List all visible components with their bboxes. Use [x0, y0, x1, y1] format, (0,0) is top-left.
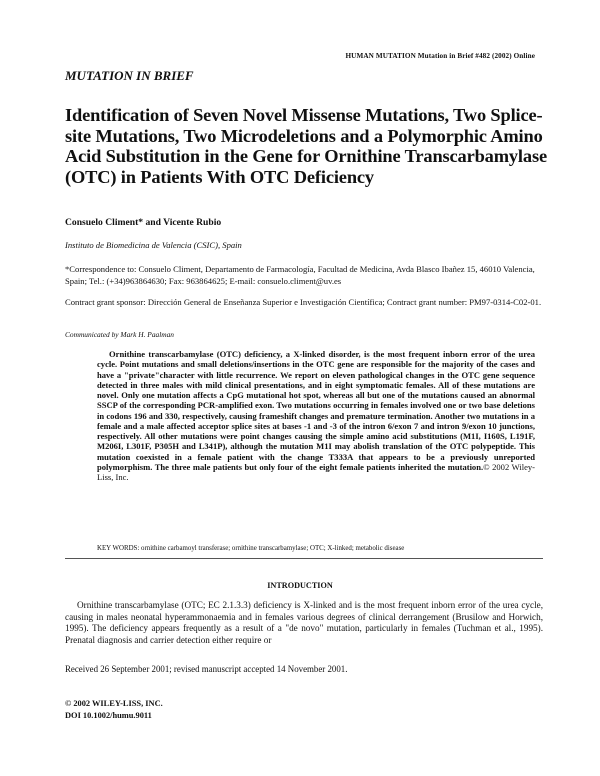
author-line: Consuelo Climent* and Vicente Rubio [65, 217, 222, 228]
keywords: KEY WORDS: ornithine carbamoyl transferase; ornithine transcarbamylase; OTC; X-linked; metabolic disease [97, 545, 405, 552]
abstract-text: Ornithine transcarbamylase (OTC) deficiency, a X-linked disorder, is the most frequent inborn error of the urea cycle. Point mutations and small deletions/insertions in the OTC gene are responsible for the majority of the cases and have a "private"character with little recurrence. We report on eleven pathological changes in the OTC gene sequence detected in three males with mild clinical presentations, and in eight symptomatic females. All of these mutations are novel. Only one mutation affects a CpG mutational hot spot, whereas all but one of the mutations caused an abnormal SSCP of the corresponding PCR-amplified exon. Two mutations occurring in females involved one or two base deletions in codons 196 and 330, respectively, causing frameshift changes and premature termination. Another two mutations in a female and a male affected acceptor splice sites at bases -1 and -3 of the intron 6/exon 7 and intron 9/exon 10 junctions, respectively. All other mutations were point changes causing the simple amino acid substitutions (M1I, I160S, L191F, M206I, L301F, P305H and L341P), although the mutation M1I may abolish translation of the OTC polypeptide. This mutation coexisted in a female patient with the change T333A that appears to be a previously unreported polymorphism. The three male patients but only four of the eight female patients inherited the mutation. [97, 349, 535, 472]
abstract-copyright: © 2002 Wiley-Liss, Inc. [97, 461, 536, 482]
doi-line: DOI 10.1002/humu.9011 [65, 711, 152, 720]
abstract [97, 349, 535, 482]
article-title: Identification of Seven Novel Missense Mutations, Two Splice-site Mutations, Two Microdeletions and a Polymorphic Amino Acid Substitution in the Gene for Ornithine Transcarbamylase (OTC) in Patients With OTC Deficiency [65, 105, 547, 187]
section-tag: MUTATION IN BRIEF [65, 68, 194, 83]
received-dates: Received 26 September 2001; revised manuscript accepted 14 November 2001. [65, 664, 348, 674]
communicated-by: Communicated by Mark H. Paalman [65, 330, 174, 339]
divider [65, 558, 543, 559]
copyright-block [65, 698, 163, 722]
grant-sponsor: Contract grant sponsor: Dirección General de Enseñanza Superior e Investigación Científica; Contract grant number: PM97-0314-C02-01. [65, 297, 542, 307]
running-head: HUMAN MUTATION Mutation in Brief #482 (2002) Online [345, 52, 535, 60]
affiliation: Instituto de Biomedicina de Valencia (CSIC), Spain [65, 240, 242, 250]
copyright-line: © 2002 WILEY-LISS, INC. [65, 699, 163, 708]
correspondence: *Correspondence to: Consuelo Climent, Departamento de Farmacología, Facultad de Medicina, Avda Blasco Ibañez 15, 46010 Valencia, Spain; Tel.: (+34)963864630; Fax: 963864625; E-mail: consuelo.climent@uv.es [65, 264, 535, 286]
section-heading-introduction: INTRODUCTION [267, 581, 333, 590]
introduction-paragraph: Ornithine transcarbamylase (OTC; EC 2.1.3.3) deficiency is X-linked and is the most frequent inborn error of the urea cycle, causing in males neonatal hyperammonaemia and in females various degrees of clinical derrangement (Brusilow and Horwich, 1995). The deficiency appears frequently as a result of a "de novo" mutation, particularly in females (Tuchman et al., 1995). Prenatal diagnosis and carrier detection either require or [65, 600, 543, 645]
